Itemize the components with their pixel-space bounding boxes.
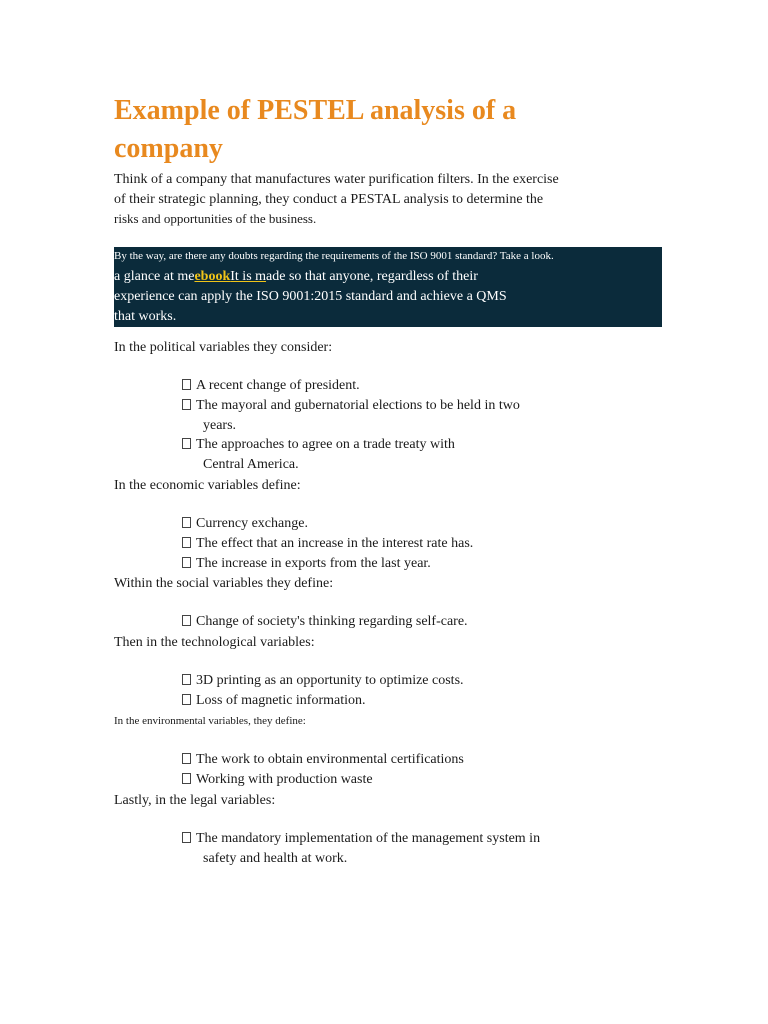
checkbox-glyph-icon	[182, 379, 191, 390]
list-item: Change of society's thinking regarding self-care.	[182, 612, 562, 632]
list-item: The mayoral and gubernatorial elections to be held in two years.	[182, 396, 562, 436]
list-item: The increase in exports from the last year.	[182, 554, 562, 574]
page-title: Example of PESTEL analysis of a company	[114, 95, 517, 164]
checkbox-glyph-icon	[182, 557, 191, 568]
checkbox-glyph-icon	[182, 517, 191, 528]
list-item: Currency exchange.	[182, 514, 562, 534]
intro-line: Think of a company that manufactures water purification filters. In the exercise	[114, 172, 559, 187]
intro-line: risks and opportunities of the business.	[114, 211, 317, 226]
callout-line: that works.	[114, 309, 177, 324]
list-item: Loss of magnetic information.	[182, 691, 562, 711]
list-item: The mandatory implementation of the management system in safety and health at work.	[182, 829, 562, 869]
list-item: The effect that an increase in the interest rate has.	[182, 534, 562, 554]
callout-top-line: By the way, are there any doubts regarding the requirements of the ISO 9001 standard? Take a look.	[114, 250, 554, 262]
checkbox-glyph-icon	[182, 537, 191, 548]
intro-paragraph	[114, 170, 594, 229]
checkbox-glyph-icon	[182, 438, 191, 449]
ebook-callout-banner	[114, 247, 662, 327]
environmental-section-label: In the environmental variables, they define:	[114, 715, 306, 727]
list-item: The approaches to agree on a trade treaty with Central America.	[182, 435, 562, 475]
intro-line: of their strategic planning, they conduct a PESTAL analysis to determine the	[114, 191, 544, 207]
checkbox-glyph-icon	[182, 832, 191, 843]
economic-section-label: In the economic variables define:	[114, 478, 301, 493]
checkbox-glyph-icon	[182, 773, 191, 784]
callout-text: ade so that anyone, regardless of their	[266, 269, 478, 284]
list-item: The work to obtain environmental certifications	[182, 750, 562, 770]
checkbox-glyph-icon	[182, 753, 191, 764]
list-item: Working with production waste	[182, 770, 562, 790]
callout-lead: a glance at me	[114, 269, 195, 284]
callout-underlined-text: It is m	[230, 269, 267, 284]
checkbox-glyph-icon	[182, 694, 191, 705]
technological-section-label: Then in the technological variables:	[114, 635, 315, 650]
ebook-link[interactable]: ebook	[194, 269, 231, 284]
callout-body	[114, 267, 554, 327]
legal-section-label: Lastly, in the legal variables:	[114, 793, 276, 808]
political-section-label: In the political variables they consider:	[114, 340, 333, 355]
checkbox-glyph-icon	[182, 674, 191, 685]
callout-line: experience can apply the ISO 9001:2015 standard and achieve a QMS	[114, 289, 507, 304]
social-section-label: Within the social variables they define:	[114, 576, 334, 591]
list-item: A recent change of president.	[182, 376, 562, 396]
checkbox-glyph-icon	[182, 615, 191, 626]
list-item: 3D printing as an opportunity to optimize costs.	[182, 671, 562, 691]
checkbox-glyph-icon	[182, 399, 191, 410]
